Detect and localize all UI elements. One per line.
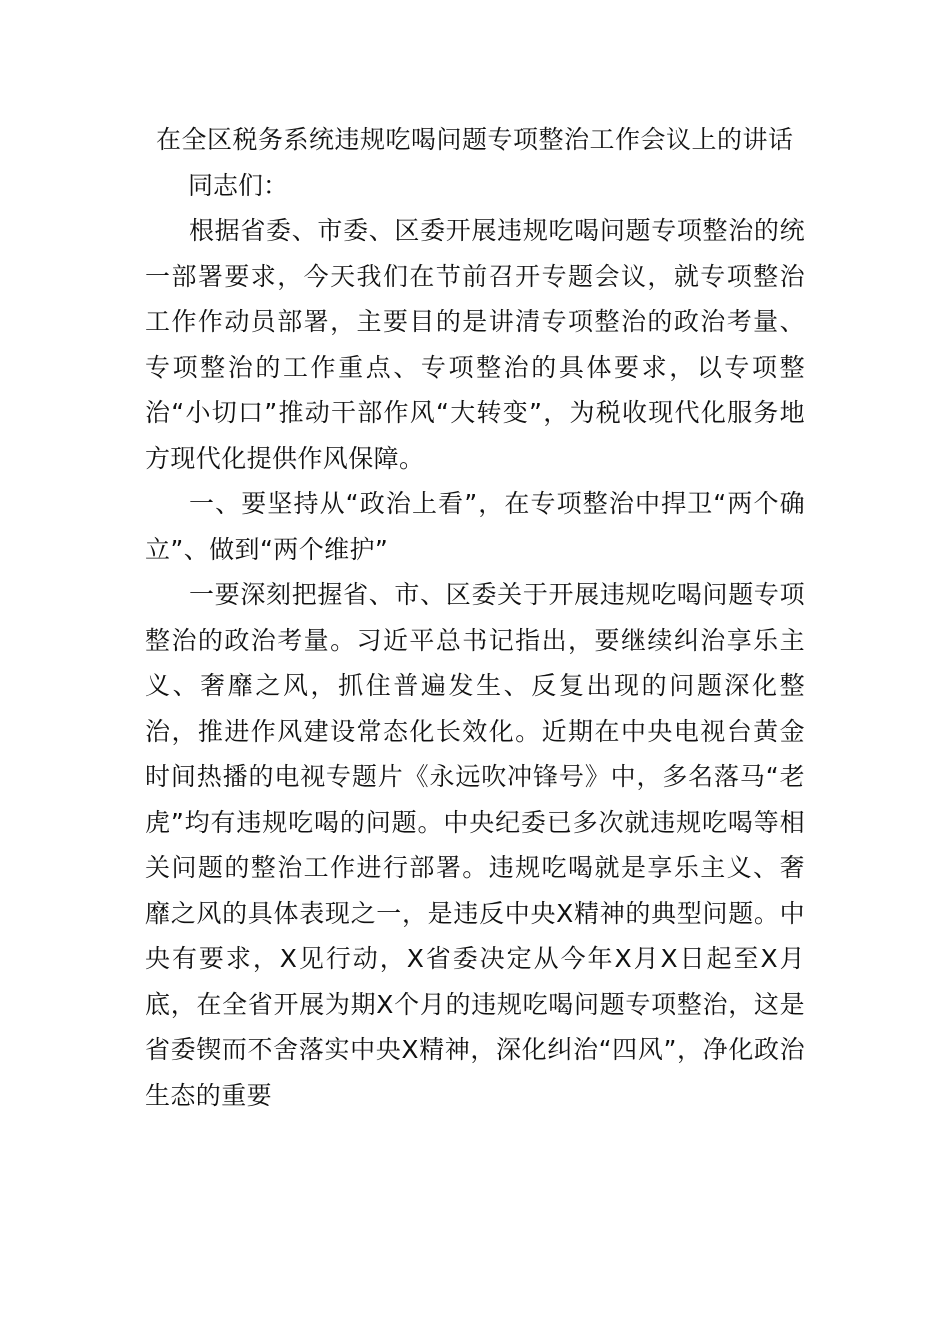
salutation: 同志们： [188,171,289,200]
section-heading-1: 一、要坚持从“政治上看”，在专项整治中捍卫“两个确立”、做到“两个维护” [145,489,805,564]
document-title: 在全区税务系统违规吃喝问题专项整治工作会议上的讲话 [156,125,794,154]
paragraph-intro: 根据省委、市委、区委开展违规吃喝问题专项整治的统一部署要求，今天我们在节前召开专题会议，就专项整治工作作动员部署，主要目的是讲清专项整治的政治考量、专项整治的工作重点、专项整治的具体要求，以专项整治“小切口”推动干部作风“大转变”，为税收现代化服务地方现代化提供作风保障。 [145,216,805,473]
document-body [145,208,805,1118]
paragraph-political-consideration: 一要深刻把握省、市、区委关于开展违规吃喝问题专项整治的政治考量。习近平总书记指出，要继续纠治享乐主义、奢靡之风，抓住普遍发生、反复出现的问题深化整治，推进作风建设常态化长效化。近期在中央电视台黄金时间热播的电视专题片《永远吹冲锋号》中，多名落马“老虎”均有违规吃喝的问题。中央纪委已多次就违规吃喝等相关问题的整治工作进行部署。违规吃喝就是享乐主义、奢靡之风的具体表现之一，是违反中央X精神的典型问题。中央有要求，X见行动，X省委决定从今年X月X日起至X月底，在全省开展为期X个月的违规吃喝问题专项整治，这是省委锲而不舍落实中央X精神，深化纠治“四风”，净化政治生态的重要 [145,580,805,1110]
